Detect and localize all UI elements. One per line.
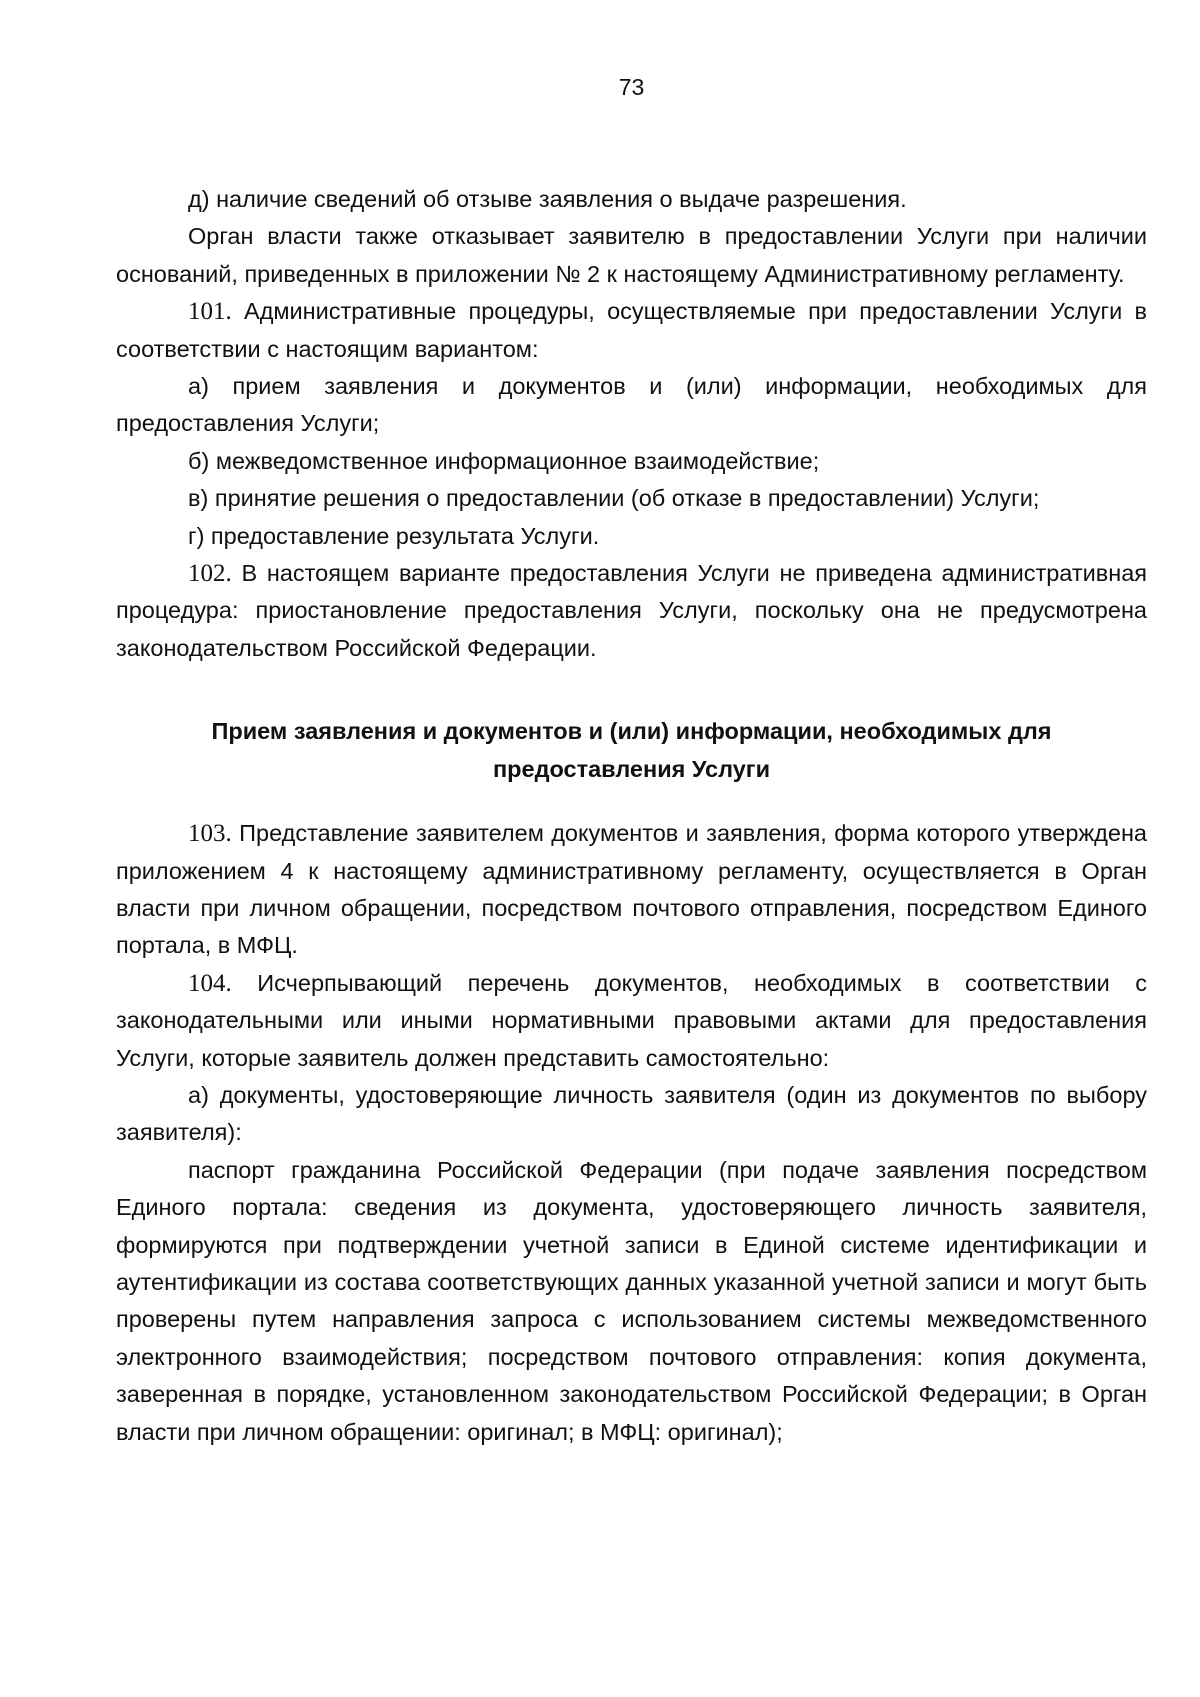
- page-number: 73: [618, 74, 645, 100]
- section-heading: Прием заявления и документов и (или) информации, необходимых для предоставления Услуги: [211, 718, 1052, 782]
- paragraph-102: [116, 555, 1147, 667]
- paragraph-text: Исчерпывающий перечень документов, необходимых в соответствии с законодательными или иными нормативными правовыми актами для предоставления Услуги, которые заявитель должен представить самостоятельно:: [116, 969, 1147, 1071]
- paragraph-number: 101.: [188, 298, 232, 326]
- list-item-g: г) предоставление результата Услуги.: [188, 522, 600, 549]
- document-body: [116, 181, 1147, 1451]
- paragraph-103: [116, 815, 1147, 965]
- section-spacer: [116, 788, 1147, 815]
- paragraph-passport: паспорт гражданина Российской Федерации (при подаче заявления посредством Единого портала: сведения из документа, удостоверяющего личность заявителя, формируются при подтверждении учетной записи в Единой системе идентификации и аутентификации из состава соответствующих данных указанной учетной записи и могут быть проверены путем направления запроса с использованием системы межведомственного электронного взаимодействия; посредством почтового отправления: копия документа, заверенная в порядке, установленном законодательством Российской Федерации; в Орган власти при личном обращении: оригинал; в МФЦ: оригинал);: [116, 1156, 1147, 1445]
- paragraph-101: [116, 293, 1147, 368]
- paragraph-text: Представление заявителем документов и заявления, форма которого утверждена приложением 4 к настоящему административному регламенту, осуществляется в Орган власти при личном обращении, посредством почтового отправления, посредством Единого портала, в МФЦ.: [116, 820, 1147, 959]
- paragraph-number: 104.: [188, 969, 232, 997]
- paragraph-104: [116, 965, 1147, 1077]
- paragraph-refusal-grounds: Орган власти также отказывает заявителю в предоставлении Услуги при наличии оснований, приведенных в приложении № 2 к настоящему Административному регламенту.: [116, 223, 1147, 287]
- paragraph-text: Административные процедуры, осуществляемые при предоставлении Услуги в соответствии с настоящим вариантом:: [116, 298, 1147, 362]
- list-item-a-identity-docs: а) документы, удостоверяющие личность заявителя (один из документов по выбору заявителя):: [116, 1081, 1147, 1146]
- list-item-v: в) принятие решения о предоставлении (об отказе в предоставлении) Услуги;: [188, 485, 1040, 512]
- section-spacer: [116, 667, 1147, 713]
- paragraph-number: 102.: [188, 560, 232, 588]
- list-item-a: а) прием заявления и документов и (или) информации, необходимых для предоставления Услуги;: [116, 373, 1147, 437]
- list-item-b: б) межведомственное информационное взаимодействие;: [188, 447, 820, 474]
- paragraph-text: В настоящем варианте предоставления Услуги не приведена административная процедура: приостановление предоставления Услуги, поскольку она не предусмотрена законодательством Российской Федерации.: [116, 560, 1147, 661]
- paragraph-number: 103.: [188, 820, 232, 848]
- paragraph-d-withdrawal: д) наличие сведений об отзыве заявления о выдаче разрешения.: [188, 186, 907, 212]
